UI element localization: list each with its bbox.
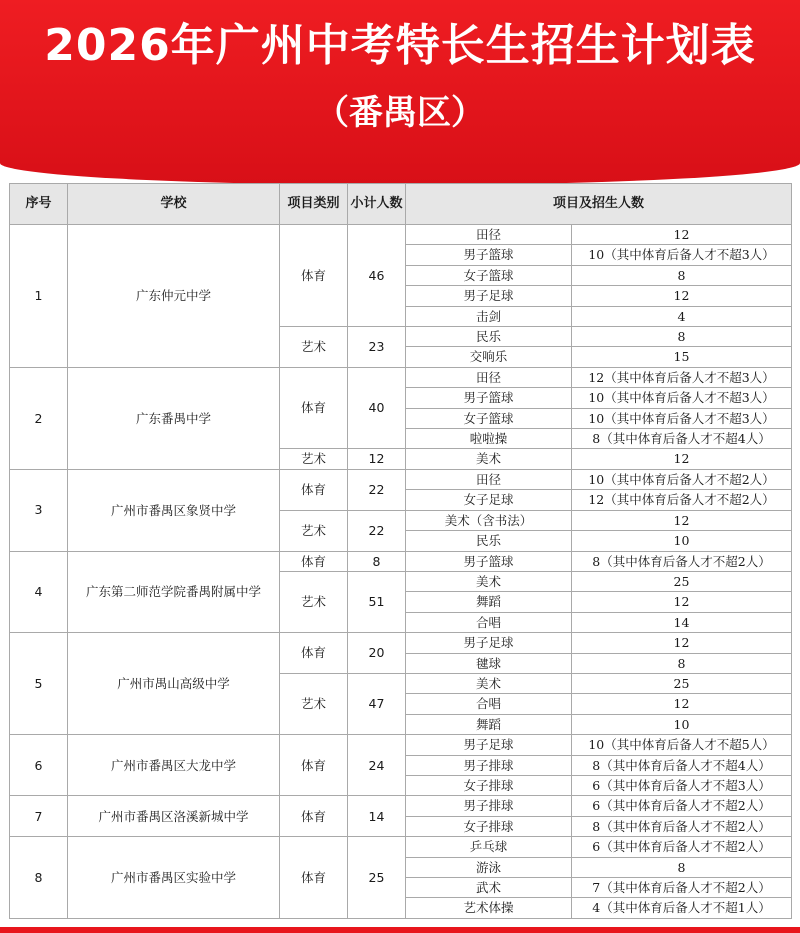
cell-seq: 1 <box>10 225 68 368</box>
cell-item-name: 田径 <box>406 367 572 387</box>
cell-item-quota: 6（其中体育后备人才不超2人） <box>572 796 792 816</box>
cell-seq: 6 <box>10 735 68 796</box>
cell-item-name: 合唱 <box>406 612 572 632</box>
cell-school-name: 广州市番禺区实验中学 <box>68 837 280 919</box>
table-header-row <box>10 184 792 225</box>
cell-item-quota: 10（其中体育后备人才不超3人） <box>572 408 792 428</box>
cell-item-quota: 7（其中体育后备人才不超2人） <box>572 878 792 898</box>
cell-item-name: 击剑 <box>406 306 572 326</box>
cell-item-quota: 8（其中体育后备人才不超2人） <box>572 816 792 836</box>
table-row <box>10 551 792 571</box>
cell-item-name: 男子足球 <box>406 633 572 653</box>
cell-subtotal: 22 <box>348 469 406 510</box>
cell-item-name: 民乐 <box>406 531 572 551</box>
enrollment-table-container <box>9 183 791 919</box>
cell-item-name: 女子排球 <box>406 816 572 836</box>
header-banner <box>0 0 800 185</box>
cell-item-name: 毽球 <box>406 653 572 673</box>
cell-category: 体育 <box>280 551 348 571</box>
cell-item-name: 女子排球 <box>406 775 572 795</box>
cell-item-name: 男子篮球 <box>406 388 572 408</box>
cell-subtotal: 8 <box>348 551 406 571</box>
cell-subtotal: 40 <box>348 367 406 449</box>
cell-category: 体育 <box>280 469 348 510</box>
cell-seq: 8 <box>10 837 68 919</box>
cell-item-quota: 10 <box>572 531 792 551</box>
cell-category: 体育 <box>280 796 348 837</box>
cell-category: 体育 <box>280 367 348 449</box>
cell-subtotal: 20 <box>348 633 406 674</box>
header-school: 学校 <box>68 184 280 225</box>
cell-item-name: 艺术体操 <box>406 898 572 918</box>
cell-item-quota: 12（其中体育后备人才不超2人） <box>572 490 792 510</box>
cell-item-name: 田径 <box>406 469 572 489</box>
cell-item-quota: 8 <box>572 265 792 285</box>
header-seq: 序号 <box>10 184 68 225</box>
cell-subtotal: 14 <box>348 796 406 837</box>
cell-item-quota: 10 <box>572 714 792 734</box>
cell-item-quota: 12 <box>572 633 792 653</box>
cell-subtotal: 23 <box>348 327 406 368</box>
cell-school-name: 广州市禺山高级中学 <box>68 633 280 735</box>
cell-item-name: 美术 <box>406 571 572 591</box>
cell-item-name: 女子篮球 <box>406 408 572 428</box>
cell-item-name: 武术 <box>406 878 572 898</box>
cell-school-name: 广州市番禺区大龙中学 <box>68 735 280 796</box>
cell-category: 艺术 <box>280 449 348 469</box>
table-row <box>10 796 792 816</box>
cell-item-name: 男子足球 <box>406 735 572 755</box>
cell-seq: 5 <box>10 633 68 735</box>
cell-item-quota: 8（其中体育后备人才不超4人） <box>572 755 792 775</box>
cell-school-name: 广州市番禺区象贤中学 <box>68 469 280 551</box>
cell-item-name: 交响乐 <box>406 347 572 367</box>
cell-item-name: 舞蹈 <box>406 714 572 734</box>
cell-item-name: 男子篮球 <box>406 245 572 265</box>
cell-category: 体育 <box>280 225 348 327</box>
cell-category: 艺术 <box>280 571 348 632</box>
cell-item-name: 女子篮球 <box>406 265 572 285</box>
cell-subtotal: 46 <box>348 225 406 327</box>
cell-school-name: 广东仲元中学 <box>68 225 280 368</box>
cell-category: 体育 <box>280 837 348 919</box>
cell-school-name: 广州市番禺区洛溪新城中学 <box>68 796 280 837</box>
cell-subtotal: 51 <box>348 571 406 632</box>
cell-seq: 7 <box>10 796 68 837</box>
cell-item-quota: 6（其中体育后备人才不超2人） <box>572 837 792 857</box>
cell-item-quota: 4（其中体育后备人才不超1人） <box>572 898 792 918</box>
cell-item-quota: 15 <box>572 347 792 367</box>
cell-item-name: 民乐 <box>406 327 572 347</box>
cell-item-name: 男子排球 <box>406 796 572 816</box>
cell-item-name: 男子篮球 <box>406 551 572 571</box>
cell-subtotal: 22 <box>348 510 406 551</box>
cell-subtotal: 12 <box>348 449 406 469</box>
cell-item-quota: 10（其中体育后备人才不超3人） <box>572 388 792 408</box>
cell-category: 体育 <box>280 633 348 674</box>
cell-item-name: 美术 <box>406 673 572 693</box>
cell-item-quota: 8（其中体育后备人才不超2人） <box>572 551 792 571</box>
cell-category: 艺术 <box>280 327 348 368</box>
cell-item-quota: 6（其中体育后备人才不超3人） <box>572 775 792 795</box>
cell-item-name: 田径 <box>406 225 572 245</box>
table-row <box>10 469 792 489</box>
header-category: 项目类别 <box>280 184 348 225</box>
cell-category: 艺术 <box>280 673 348 734</box>
cell-seq: 2 <box>10 367 68 469</box>
cell-item-quota: 12 <box>572 286 792 306</box>
cell-item-quota: 8 <box>572 653 792 673</box>
cell-subtotal: 47 <box>348 673 406 734</box>
cell-item-quota: 12 <box>572 510 792 530</box>
page-subtitle: （番禺区） <box>315 93 485 133</box>
cell-item-name: 美术 <box>406 449 572 469</box>
cell-item-name: 合唱 <box>406 694 572 714</box>
cell-item-quota: 10（其中体育后备人才不超5人） <box>572 735 792 755</box>
table-row <box>10 837 792 857</box>
cell-item-name: 乒乓球 <box>406 837 572 857</box>
cell-subtotal: 25 <box>348 837 406 919</box>
cell-category: 艺术 <box>280 510 348 551</box>
cell-item-quota: 12 <box>572 449 792 469</box>
cell-item-quota: 12 <box>572 592 792 612</box>
cell-item-quota: 14 <box>572 612 792 632</box>
cell-item-name: 男子足球 <box>406 286 572 306</box>
cell-item-quota: 12 <box>572 225 792 245</box>
table-row <box>10 367 792 387</box>
table-row <box>10 735 792 755</box>
cell-item-quota: 12（其中体育后备人才不超3人） <box>572 367 792 387</box>
cell-item-name: 游泳 <box>406 857 572 877</box>
cell-item-quota: 12 <box>572 694 792 714</box>
cell-item-quota: 10（其中体育后备人才不超2人） <box>572 469 792 489</box>
cell-item-quota: 8 <box>572 857 792 877</box>
cell-category: 体育 <box>280 735 348 796</box>
cell-item-quota: 8（其中体育后备人才不超4人） <box>572 429 792 449</box>
header-items: 项目及招生人数 <box>406 184 792 225</box>
cell-item-quota: 10（其中体育后备人才不超3人） <box>572 245 792 265</box>
cell-item-name: 啦啦操 <box>406 429 572 449</box>
enrollment-table <box>9 183 792 919</box>
table-body <box>10 225 792 919</box>
table-row <box>10 633 792 653</box>
page-title: 2026年广州中考特长生招生计划表 <box>44 20 756 71</box>
bottom-accent-bar <box>0 927 800 933</box>
table-row <box>10 225 792 245</box>
cell-seq: 3 <box>10 469 68 551</box>
cell-item-quota: 4 <box>572 306 792 326</box>
cell-item-name: 男子排球 <box>406 755 572 775</box>
cell-item-name: 女子足球 <box>406 490 572 510</box>
cell-school-name: 广东番禺中学 <box>68 367 280 469</box>
cell-seq: 4 <box>10 551 68 633</box>
cell-item-name: 美术（含书法） <box>406 510 572 530</box>
cell-item-quota: 25 <box>572 673 792 693</box>
cell-item-quota: 25 <box>572 571 792 591</box>
cell-subtotal: 24 <box>348 735 406 796</box>
cell-item-name: 舞蹈 <box>406 592 572 612</box>
cell-item-quota: 8 <box>572 327 792 347</box>
cell-school-name: 广东第二师范学院番禺附属中学 <box>68 551 280 633</box>
header-subtotal: 小计人数 <box>348 184 406 225</box>
